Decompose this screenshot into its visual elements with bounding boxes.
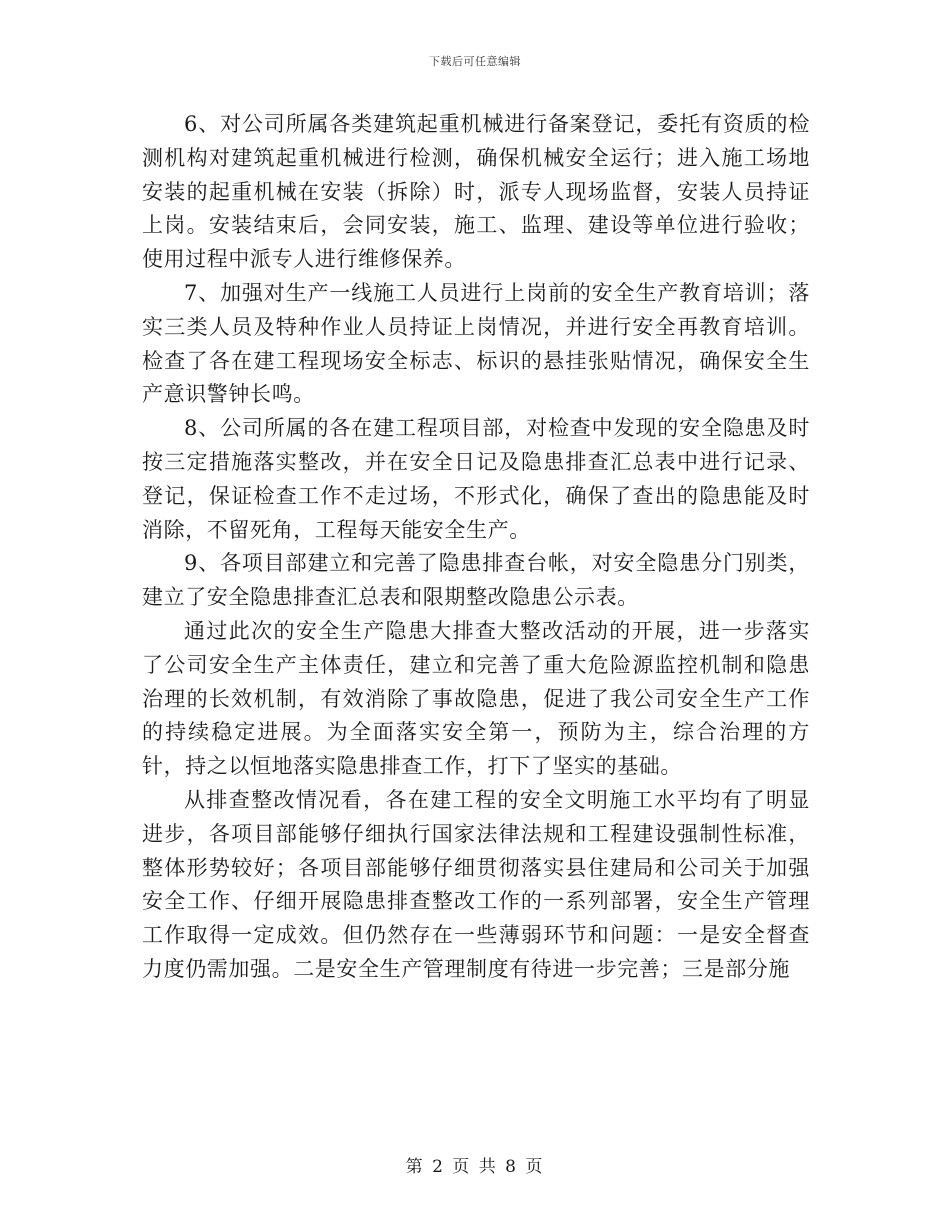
paragraph-item-6: 6、对公司所属各类建筑起重机械进行备案登记，委托有资质的检测机构对建筑起重机械进行检测，确保机械安全运行；进入施工场地安装的起重机械在安装（拆除）时，派专人现场监督，安装人员持证上岗。安装结束后，会同安装，施工、监理、建设等单位进行验收；使用过程中派专人进行维修保养。 xyxy=(142,112,810,272)
paragraph-item-7: 7、加强对生产一线施工人员进行上岗前的安全生产教育培训；落实三类人员及特种作业人员持证上岗情况，并进行安全再教育培训。检查了各在建工程现场安全标志、标识的悬挂张贴情况，确保安全生产意识警钟长鸣。 xyxy=(142,280,810,407)
page-header-note: 下载后可任意编辑 xyxy=(429,55,521,68)
paragraph-item-8: 8、公司所属的各在建工程项目部，对检查中发现的安全隐患及时按三定措施落实整改，并在安全日记及隐患排查汇总表中进行记录、登记，保证检查工作不走过场，不形式化，确保了查出的隐患能及时消除，不留死角，工程每天能安全生产。 xyxy=(142,416,810,542)
page-number: 第 2 页 共 8 页 xyxy=(405,1157,545,1177)
paragraph-assessment: 从排查整改情况看，各在建工程的安全文明施工水平均有了明显进步，各项目部能够仔细执行国家法律法规和工程建设强制性标准，整体形势较好；各项目部能够仔细贯彻落实县住建局和公司关于加强安全工作、仔细开展隐患排查整改工作的一系列部署，安全生产管理工作取得一定成效。但仍然存在一些薄弱环节和问题：一是安全督查力度仍需加强。二是安全生产管理制度有待进一步完善；三是部分施 xyxy=(142,787,810,981)
paragraph-item-9: 9、各项目部建立和完善了隐患排查台帐，对安全隐患分门别类，建立了安全隐患排查汇总表和限期整改隐患公示表。 xyxy=(142,551,810,610)
paragraph-summary: 通过此次的安全生产隐患大排查大整改活动的开展，进一步落实了公司安全生产主体责任，建立和完善了重大危险源监控机制和隐患治理的长效机制，有效消除了事故隐患，促进了我公司安全生产工作的持续稳定进展。为全面落实安全第一，预防为主，综合治理的方针，持之以恒地落实隐患排查工作，打下了坚实的基础。 xyxy=(142,618,810,779)
document-body xyxy=(142,108,810,987)
